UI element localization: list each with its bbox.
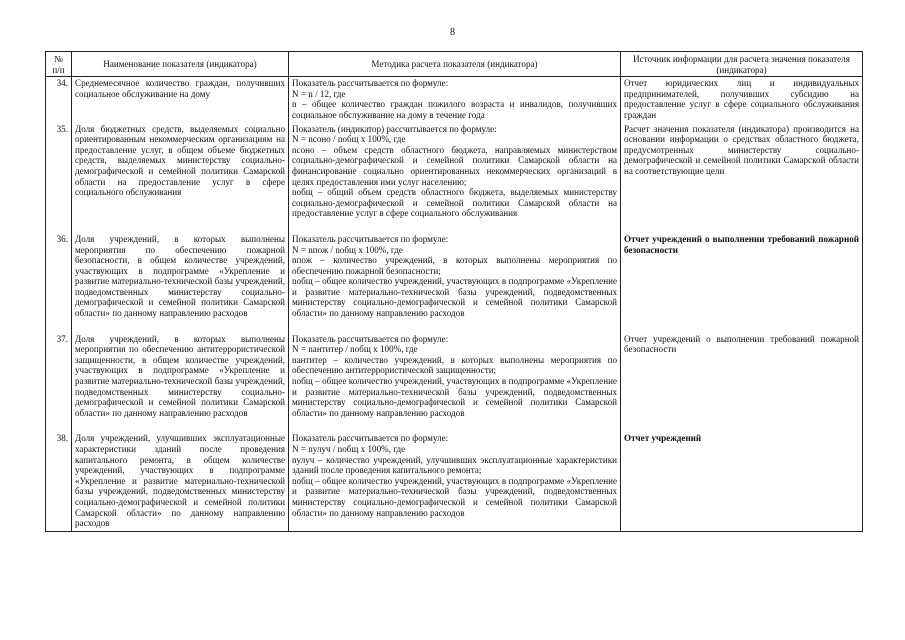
definition: nсоно – объем средств областного бюджета, направляемых министерством социально-демографической и семейной политики Самарской области на финансирование социально ориентированных некоммерческих организаций в целях предоставления ими услуг населению; <box>292 144 617 187</box>
definition: n – общее количество граждан пожилого возраста и инвалидов, получивших социальное обслуживание на дому в течение года <box>292 99 617 120</box>
row-number: 37. <box>46 333 72 433</box>
method-intro: Показатель рассчитывается по формуле: <box>292 233 449 244</box>
definition: nобщ – общее количество учреждений, участвующих в подпрограмме «Укрепление и развитие материально-технической базы учреждений, подведомственных министерству социально-демографической и семейной политики Самарской области» по данному направлению расходов <box>292 376 617 418</box>
table-row <box>46 77 863 123</box>
info-source: Отчет учреждений <box>621 432 863 531</box>
formula: N = nсоно / nобщ x 100%, где <box>292 134 406 145</box>
definition: nобщ – общий объем средств областного бюджета, выделяемых министерству социально-демографической и семейной политики Самарской области на предоставление услуг в сфере социального обслуживания <box>292 187 617 219</box>
info-source: Расчет значения показателя (индикатора) производится на основании информации о средствах областного бюджета, предусмотренных министерству социально-демографической и семейной политики Самарской области на соответствующие цели <box>621 123 863 233</box>
row-number: 36. <box>46 233 72 333</box>
indicator-name: Среднемесячное количество граждан, получивших социальное обслуживание на дому <box>72 77 289 123</box>
method-intro: Показатель (индикатор) рассчитывается по формуле: <box>292 123 497 134</box>
formula: N = nулуч / nобщ x 100%, где <box>292 444 406 454</box>
table-row <box>46 432 863 531</box>
method-intro: Показатель рассчитывается по формуле: <box>292 78 449 89</box>
calculation-method <box>289 123 621 233</box>
row-number: 35. <box>46 123 72 233</box>
definition: nобщ – общее количество учреждений, участвующих в подпрограмме «Укрепление и развитие материально-технической базы учреждений, подведомственных министерству социально-демографической и семейной политики Самарской области» по данному направлению расходов <box>292 475 617 518</box>
indicator-name: Доля учреждений, в которых выполнены мероприятия по обеспечению антитеррористической защищенности, в общем количестве учреждений, участвующих в подпрограмме «Укрепление и развитие материально-технической базы учреждений, подведомственных министерству социально-демографической и семейной политики Самарской области» по данному направлению расходов <box>72 333 289 433</box>
row-number: 38. <box>46 432 72 531</box>
formula: N = nантитер / nобщ x 100%, где <box>292 344 418 355</box>
header-name: Наименование показателя (индикатора) <box>72 52 289 77</box>
indicator-name: Доля учреждений, улучшивших эксплуатационные характеристики зданий после проведения капитального ремонта, в общем количестве учреждений, участвующих в подпрограмме «Укрепление и развитие материально-технической базы учреждений, подведомственных министерству социально-демографической и семейной политики Самарской области» по данному направлению расходов <box>72 432 289 531</box>
calculation-method <box>289 333 621 433</box>
page-number: 8 <box>450 27 455 38</box>
calculation-method <box>289 233 621 333</box>
indicator-name: Доля учреждений, в которых выполнены мероприятия по обеспечению пожарной безопасности, в общем количестве учреждений, участвующих в подпрограмме «Укрепление и развитие материально-технической базы учреждений, подведомственных министерству социально-демографической и семейной политики Самарской области» по данному направлению расходов <box>72 233 289 333</box>
formula: N = n / 12, где <box>292 88 346 99</box>
info-source: Отчет учреждений о выполнении требований пожарной безопасности <box>621 333 863 433</box>
definition: nпож – количество учреждений, в которых выполнены мероприятия по обеспечению пожарной безопасности; <box>292 255 617 276</box>
row-number: 34. <box>46 77 72 123</box>
info-source: Отчет юридических лиц и индивидуальных предпринимателей, получивших субсидию на предоставление услуг в сфере социального обслуживания граждан <box>621 77 863 123</box>
table-row <box>46 123 863 233</box>
indicator-table <box>45 51 863 532</box>
header-source: Источник информации для расчета значения показателя (индикатора) <box>621 52 863 77</box>
formula: N = nпож / nобщ x 100%, где <box>292 244 403 255</box>
calculation-method <box>289 77 621 123</box>
method-intro: Показатель рассчитывается по формуле: <box>292 433 449 444</box>
header-method: Методика расчета показателя (индикатора) <box>289 52 621 77</box>
definition: nобщ – общее количество учреждений, участвующих в подпрограмме «Укрепление и развитие материально-технической базы учреждений, подведомственных министерству социально-демографической и семейной политики Самарской области» по данному направлению расходов <box>292 276 617 319</box>
indicator-name: Доля бюджетных средств, выделяемых социально ориентированным некоммерческим организациям на предоставление услуг, в общем объеме бюджетных средств, выделяемых министерству социально-демографической и семейной политики Самарской области на предоставление услуг в сфере социального обслуживания <box>72 123 289 233</box>
info-source: Отчет учреждений о выполнении требований пожарной безопасности <box>621 233 863 333</box>
definition: nулуч – количество учреждений, улучшивших эксплуатационные характеристики зданий после проведения капитального ремонта; <box>292 454 617 476</box>
definition: nантитер – количество учреждений, в которых выполнены мероприятия по обеспечению антитеррористической защищенности; <box>292 354 617 376</box>
table-row <box>46 233 863 333</box>
method-intro: Показатель рассчитывается по формуле: <box>292 333 449 344</box>
header-num: № п/п <box>46 52 72 77</box>
table-row <box>46 333 863 433</box>
calculation-method <box>289 432 621 531</box>
table-header-row <box>46 52 863 77</box>
